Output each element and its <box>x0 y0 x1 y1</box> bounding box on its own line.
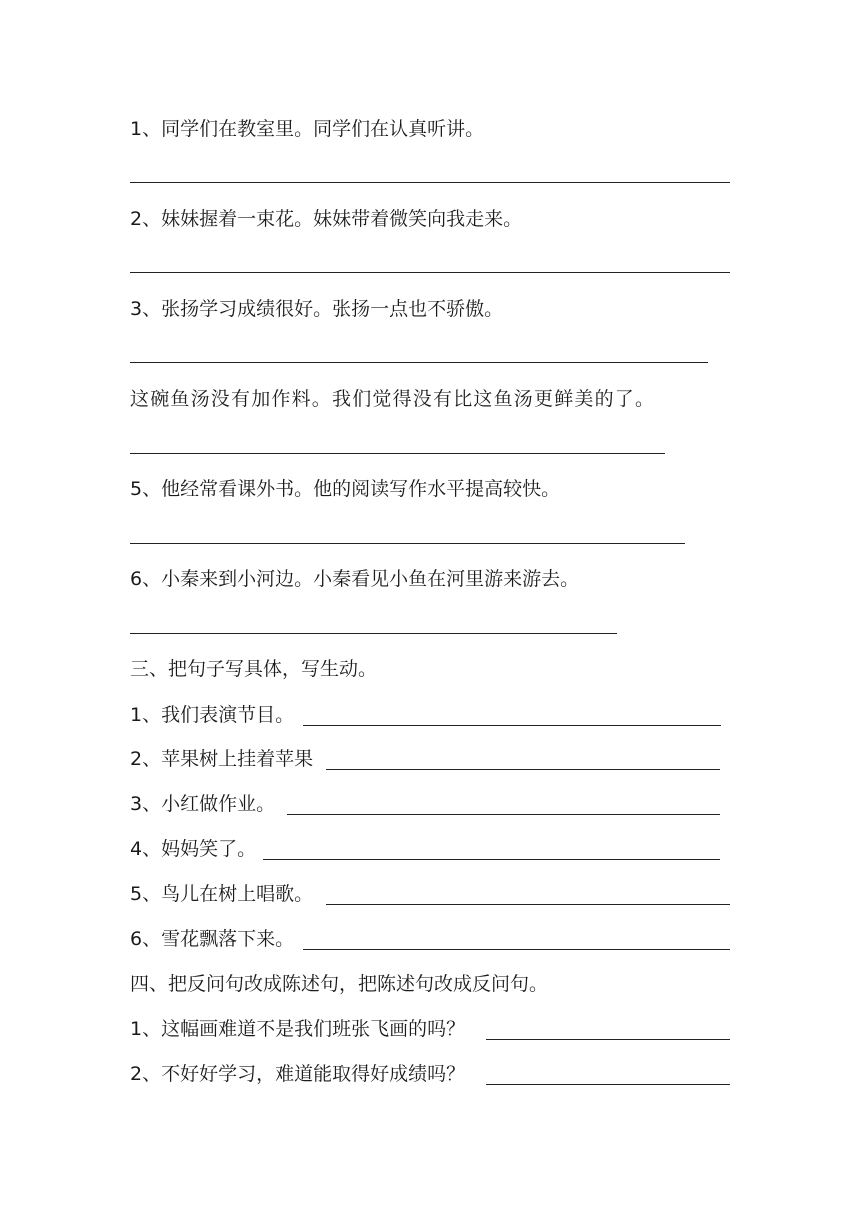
question-4-text: 这碗鱼汤没有加作料。我们觉得没有比这鱼汤更鲜美的了。 <box>130 388 656 410</box>
section-3-item-1: 1、我们表演节目。 <box>130 704 295 726</box>
section-3-item-2: 2、苹果树上挂着苹果 <box>130 748 314 770</box>
answer-line-2[interactable] <box>130 272 730 273</box>
question-5-text: 5、他经常看课外书。他的阅读写作水平提高较快。 <box>130 478 561 500</box>
section-4-blank-1[interactable] <box>486 1039 730 1040</box>
section-3-blank-2[interactable] <box>326 769 720 770</box>
question-3-text: 3、张扬学习成绩很好。张扬一点也不骄傲。 <box>130 298 504 320</box>
question-1-text: 1、同学们在教室里。同学们在认真听讲。 <box>130 118 485 140</box>
answer-line-5[interactable] <box>130 543 685 544</box>
section-4-title: 四、把反问句改成陈述句，把陈述句改成反问句。 <box>130 973 549 995</box>
section-3-title: 三、把句子写具体，写生动。 <box>130 658 378 680</box>
section-3-blank-5[interactable] <box>326 904 730 905</box>
section-3-blank-6[interactable] <box>303 949 730 950</box>
answer-line-3[interactable] <box>130 362 708 363</box>
question-6-text: 6、小秦来到小河边。小秦看见小鱼在河里游来游去。 <box>130 568 580 590</box>
section-4-item-1: 1、这幅画难道不是我们班张飞画的吗？ <box>130 1018 466 1040</box>
section-3-item-6: 6、雪花飘落下来。 <box>130 928 295 950</box>
answer-line-4[interactable] <box>130 453 665 454</box>
section-3-blank-3[interactable] <box>287 814 720 815</box>
section-3-item-3: 3、小红做作业。 <box>130 793 276 815</box>
section-3-item-4: 4、妈妈笑了。 <box>130 838 257 860</box>
section-4-item-2: 2、不好好学习，难道能取得好成绩吗？ <box>130 1063 466 1085</box>
section-3-blank-4[interactable] <box>263 859 720 860</box>
section-3-blank-1[interactable] <box>303 725 721 726</box>
question-2-text: 2、妹妹握着一束花。妹妹带着微笑向我走来。 <box>130 208 523 230</box>
answer-line-6[interactable] <box>130 633 617 634</box>
section-3-item-5: 5、鸟儿在树上唱歌。 <box>130 883 314 905</box>
answer-line-1[interactable] <box>130 182 730 183</box>
section-4-blank-2[interactable] <box>486 1084 730 1085</box>
